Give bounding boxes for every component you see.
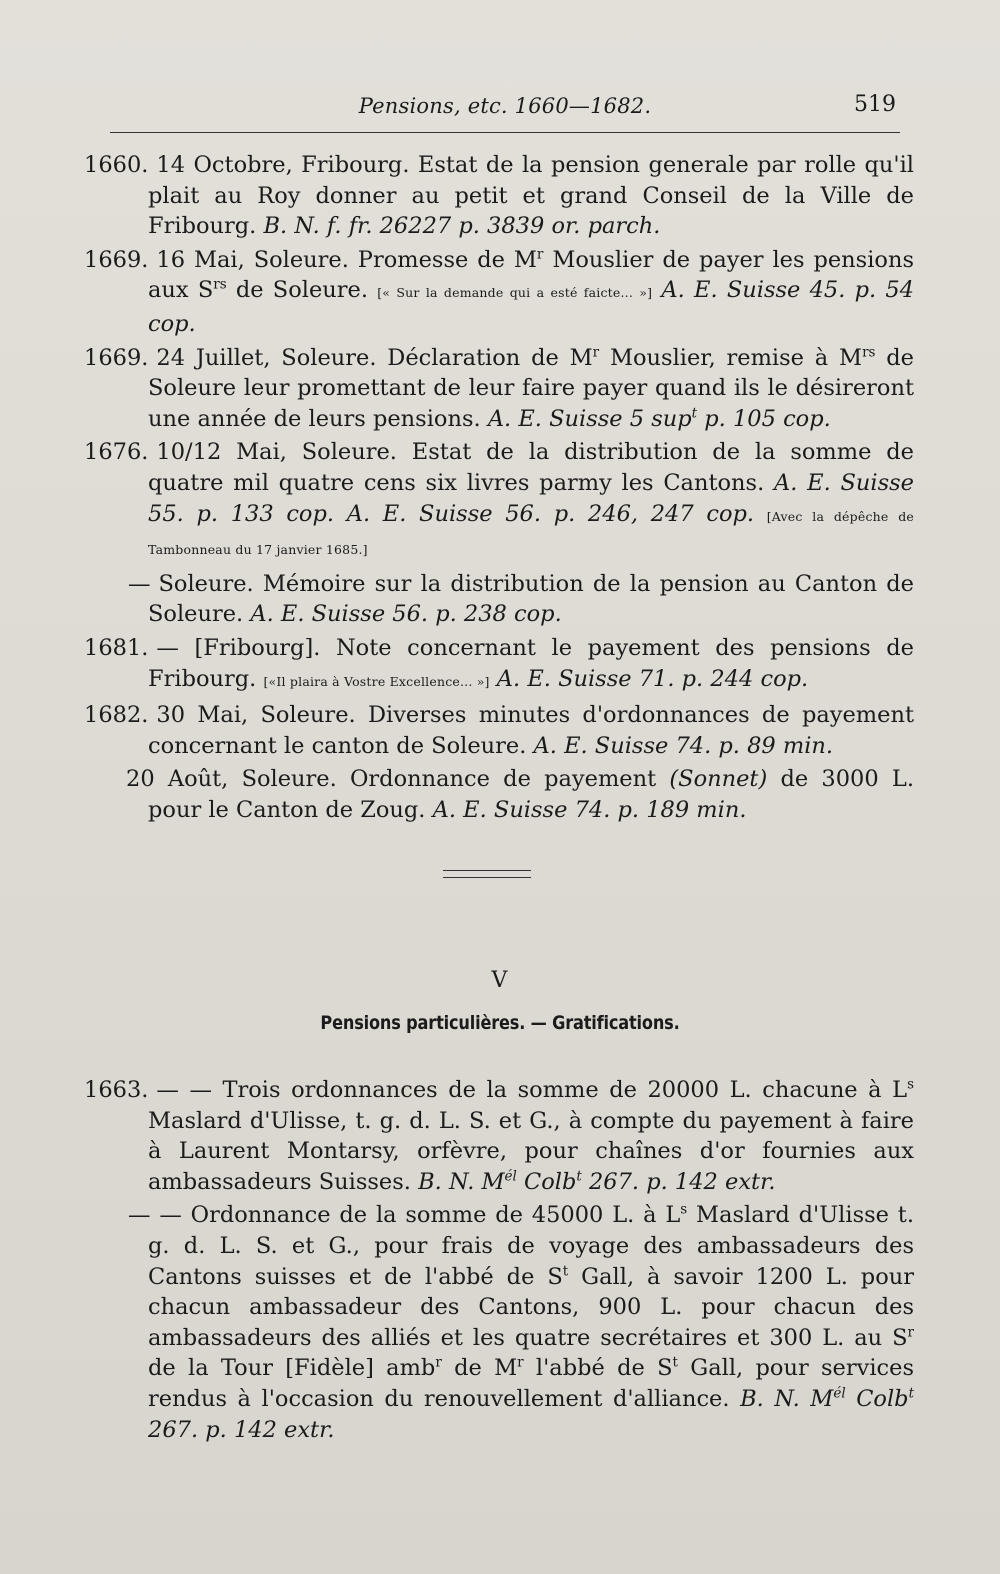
pension-entries xyxy=(84,150,914,828)
entry-1660: 1660. 14 Octobre, Fribourg. Estat de la pension generale par rolle qu'il plait au Roy donner au petit et grand Conseil de la Ville de Fribourg. B. N. f. fr. 26227 p. 3839 or. parch. xyxy=(84,152,914,240)
entry-1681: 1681. — [Fribourg]. Note concernant le payement des pensions de Fribourg. [«Il plaira à Vostre Excellence... »] A. E. Suisse 71. p. 244 cop. xyxy=(84,634,914,692)
running-title: Pensions, etc. 1660—1682. xyxy=(358,94,652,118)
entry-1663-ordonnance-45000: — — Ordonnance de la somme de 45000 L. à $L^s$ Maslard d'Ulisse t. g. d. L. S. et G., pour frais de voyage des ambassadeurs des Cantons suisses et de l'abbé de $S^t$ Gall, à savoir 1200 L. pour chacun ambassadeur des Cantons, 900 L. pour chacun des ambassadeurs des alliés et les quatre secrétaires et 300 L. au $S^r$ de la Tour [Fidèle] amb$^r$ de $M^r$ l'abbé de $S^t$ Gall, pour services rendus à l'occasion du renouvellement d'alliance. B. N. $M^{él}$ Colb$^t$ 267. p. 142 extr. xyxy=(128,1201,914,1443)
page-number: 519 xyxy=(854,92,896,117)
part-number: V xyxy=(491,968,509,993)
entry-1682-aout: 20 Août, Soleure. Ordonnance de payement (Sonnet) de 3000 L. pour le Canton de Zoug. A. E. Suisse 74. p. 189 min. xyxy=(126,766,914,823)
entry-1663-trois-ordonnances: 1663. — — Trois ordonnances de la somme de 20000 L. chacune à $L^s$ Maslard d'Ulisse, t. g. d. L. S. et G., à compte du payement à faire à Laurent Montarsy, orfèvre, pour chaînes d'or fournies aux ambassadeurs Suisses. B. N. $M^{él}$ Colb$^t$ 267. p. 142 extr. xyxy=(84,1076,914,1195)
entry-1669-juillet: 1669. 24 Juillet, Soleure. Déclaration de $M^r$ Mouslier, remise à $M^{rs}$ de Soleure leur promettant de leur faire payer quand ils le désireront une année de leurs pensions. A. E. Suisse 5 sup$^t$ p. 105 cop. xyxy=(84,344,914,432)
entry-soleure-memoire: — Soleure. Mémoire sur la distribution de la pension au Canton de Soleure. A. E. Suisse 56. p. 238 cop. xyxy=(128,570,914,628)
gratification-entries xyxy=(84,1075,914,1448)
part-title: Pensions particulières. — Gratifications. xyxy=(320,1012,680,1034)
page-header xyxy=(110,92,900,133)
section-divider xyxy=(443,870,531,878)
entry-1682-mai: 1682. 30 Mai, Soleure. Diverses minutes d'ordonnances de payement concernant le canton de Soleure. A. E. Suisse 74. p. 89 min. xyxy=(84,702,914,759)
entry-1669-mai: 1669. 16 Mai, Soleure. Promesse de $M^r$ Mouslier de payer les pensions aux $S^{rs}$ de Soleure. [« Sur la demande qui a esté faicte... »] A. E. Suisse 45. p. 54 cop. xyxy=(84,246,914,337)
entry-1676: 1676. 10/12 Mai, Soleure. Estat de la distribution de la somme de quatre mil quatre cens six livres parmy les Cantons. A. E. Suisse 55. p. 133 cop. A. E. Suisse 56. p. 246, 247 cop. [Avec la dépêche de Tambonneau du 17 janvier 1685.] xyxy=(84,439,914,558)
